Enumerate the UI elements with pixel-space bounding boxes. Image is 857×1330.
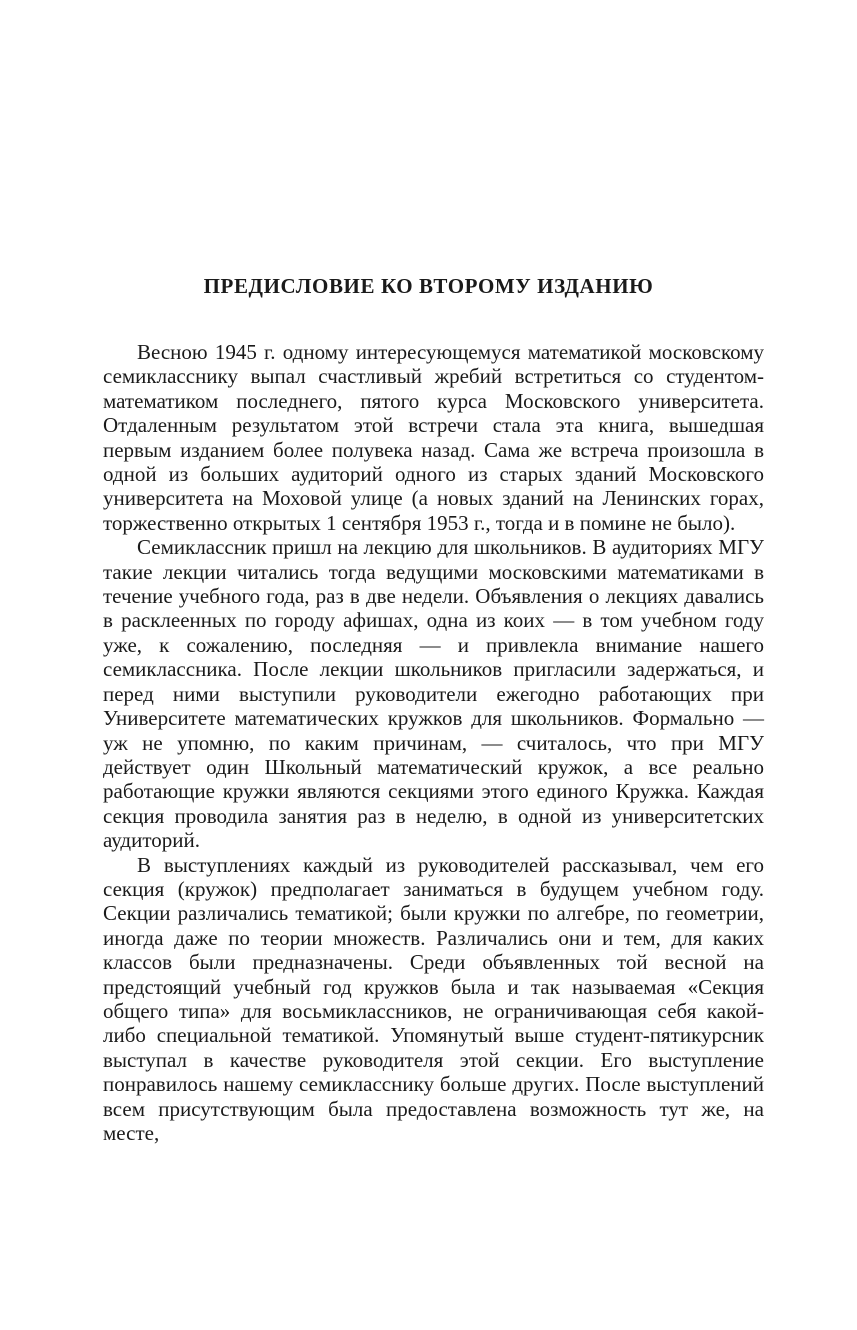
paragraph-2: Семиклассник пришл на лекцию для школьников. В аудиториях МГУ такие лекции читались тогда ведущими московскими математиками в течение учебного года, раз в две недели. Объявления о лекциях давались в расклеенных по городу афишах, одна из коих — в том учебном году уже, к сожалению, последняя — и привлекла внимание нашего семиклассника. После лекции школьников пригласили задержаться, и перед ними выступили руководители ежегодно работающих при Университете математических кружков для школьников. Формально — уж не упомню, по каким причинам, — считалось, что при МГУ действует один Школьный математический кружок, а все реально работающие кружки являются секциями этого единого Кружка. Каждая секция проводила занятия раз в неделю, в одной из университетских аудиторий. (103, 535, 764, 853)
preface-body (103, 340, 764, 1145)
page-title: ПРЕДИСЛОВИЕ КО ВТОРОМУ ИЗДАНИЮ (203, 274, 654, 298)
paragraph-3: В выступлениях каждый из руководителей рассказывал, чем его секция (кружок) предполагает заниматься в будущем учебном году. Секции различались тематикой; были кружки по алгебре, по геометрии, иногда даже по теории множеств. Различались они и тем, для каких классов были предназначены. Среди объявленных той весной на предстоящий учебный год кружков была и так называемая «Секция общего типа» для восьмиклассников, не ограничивающая себя какой-либо специальной тематикой. Упомянутый выше студент-пятикурсник выступал в качестве руководителя этой секции. Его выступление понравилось нашему семикласснику больше других. После выступлений всем присутствующим была предоставлена возможность тут же, на месте, (103, 852, 764, 1145)
paragraph-1: Весною 1945 г. одному интересующемуся математикой московскому семикласснику выпал счастливый жребий встретиться со студентом-математиком последнего, пятого курса Московского университета. Отдаленным результатом этой встречи стала эта книга, вышедшая первым изданием более полувека назад. Сама же встреча произошла в одной из больших аудиторий одного из старых зданий Московского университета на Моховой улице (а новых зданий на Ленинских горах, торжественно открытых 1 сентября 1953 г., тогда и в помине не было). (103, 340, 764, 535)
